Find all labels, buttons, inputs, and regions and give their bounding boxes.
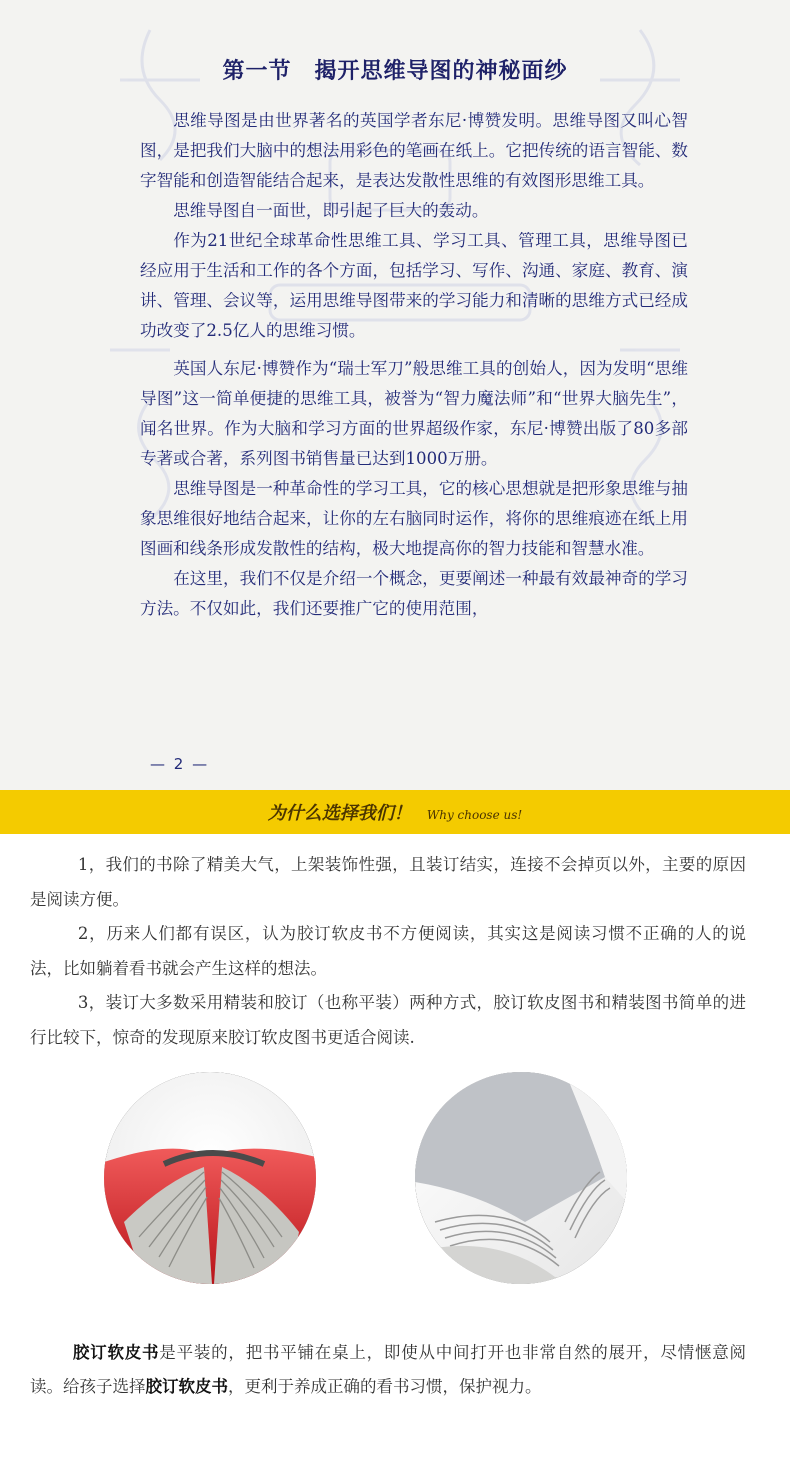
reason-item: 1，我们的书除了精美大气，上架装饰性强，且装订结实，连接不会掉页以外，主要的原因是阅读方便。 xyxy=(30,855,746,909)
book-paragraph: 在这里，我们不仅是介绍一个概念，更要阐述一种最有效最神奇的学习方法。不仅如此，我们还要推广它的使用范围， xyxy=(140,569,688,618)
book-body-text xyxy=(140,106,688,624)
book-paragraph: 英国人东尼·博赞作为“瑞士军刀”般思维工具的创始人，因为发明“思维导图”这一简单便捷的思维工具，被誉为“智力魔法师”和“世界大脑先生”，闻名世界。作为大脑和学习方面的世界超级作家，东尼·博赞出版了80多部专著或合著，系列图书销售量已达到1000万册。 xyxy=(140,359,688,468)
why-choose-us-banner xyxy=(0,790,790,834)
conclusion-paragraph xyxy=(30,1336,746,1404)
reasons-list xyxy=(30,848,746,1055)
conclusion-part: 是平装的，把书平铺在桌上，即使从中间打开也非常自然的展开，尽情惬意阅读。给孩子选择 xyxy=(30,1343,747,1396)
book-paragraph: 思维导图是由世界著名的英国学者东尼·博赞发明。思维导图又叫心智图，是把我们大脑中的想法用彩色的笔画在纸上。它把传统的语言智能、数字智能和创造智能结合起来，是表达发散性思维的有效图形思维工具。 xyxy=(140,111,688,190)
softcover-book-photo xyxy=(415,1072,627,1284)
page-number: — 2 — xyxy=(150,755,210,773)
highlight-term: 胶订软皮书 xyxy=(72,1343,160,1362)
highlight-term: 胶订软皮书 xyxy=(145,1377,228,1396)
reason-item: 3，装订大多数采用精装和胶订（也称平装）两种方式，胶订软皮图书和精装图书简单的进行比较下，惊奇的发现原来胶订软皮图书更适合阅读. xyxy=(30,993,746,1047)
book-paragraph: 思维导图自一面世，即引起了巨大的轰动。 xyxy=(173,201,489,220)
hardcover-book-photo xyxy=(104,1072,316,1284)
book-paragraph: 思维导图是一种革命性的学习工具，它的核心思想就是把形象思维与抽象思维很好地结合起来，让你的左右脑同时运作，将你的思维痕迹在纸上用图画和线条形成发散性的结构，极大地提高你的智力技能和智慧水准。 xyxy=(140,479,688,558)
conclusion-text xyxy=(30,1336,746,1404)
page-title: 第一节 揭开思维导图的神秘面纱 xyxy=(222,59,568,84)
banner-title-cn: 为什么选择我们！ xyxy=(267,803,412,824)
banner-title-en: Why choose us! xyxy=(426,808,523,822)
reason-item: 2，历来人们都有误区，认为胶订软皮书不方便阅读，其实这是阅读习惯不正确的人的说法，比如躺着看书就会产生这样的想法。 xyxy=(30,924,746,978)
book-paragraph: 作为21世纪全球革命性思维工具、学习工具、管理工具，思维导图已经应用于生活和工作的各个方面，包括学习、写作、沟通、家庭、教育、演讲、管理、会议等，运用思维导图带来的学习能力和清晰的思维方式已经成功改变了2.5亿人的思维习惯。 xyxy=(140,231,688,340)
conclusion-part: ，更利于养成正确的看书习惯，保护视力。 xyxy=(228,1377,542,1396)
